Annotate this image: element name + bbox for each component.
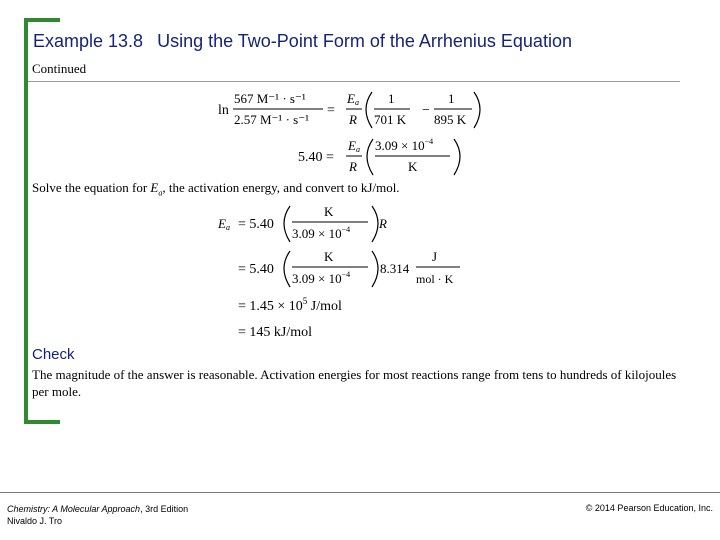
eq3-r: R [379,216,387,231]
eq1-left-paren [366,92,372,128]
eq1-numerator: 567 M⁻¹ · s⁻¹ [234,91,306,106]
eq6: = 145 kJ/mol [238,325,313,340]
eq4-molk: mol · K [416,272,454,286]
footer-book-title: Chemistry: A Molecular Approach [7,504,141,514]
eq3-right-paren [372,206,378,242]
eq4-rval: 8.314 [380,261,410,276]
eq5: = $1.45 \times 10^5$ J/mol [238,296,342,314]
eq2-unit: K [408,159,418,174]
slide-frame-left [24,18,28,424]
eq1-one-a: 1 [388,91,395,106]
eq1-ln: ln [218,103,229,118]
eq3-k: K [324,204,334,219]
eq1-t1: 701 K [374,112,407,127]
eq4-eq: = 5.40 [238,262,274,277]
footer-citation [7,503,188,527]
eq1-r: R [349,112,357,127]
eq4-right-paren [372,251,378,287]
eq1-denominator: 2.57 M⁻¹ · s⁻¹ [234,112,309,127]
continued-label: Continued [32,61,87,76]
slide-frame-top [24,18,60,22]
eq3-coef: $3.09 \times 10^{-4}$ [292,225,351,241]
footer-book-edition: , 3rd Edition [140,504,189,514]
example-title: Using the Two-Point Form of the Arrhenius Equation [157,31,572,51]
footer-author: Nivaldo J. Tro [7,516,63,526]
footer-copyright: © 2014 Pearson Education, Inc. [585,503,713,513]
equation-block-top [210,86,490,178]
check-text: The magnitude of the answer is reasonable. Activation energies for most reactions range from tens to hundreds of kilojoules per mole. [32,367,677,399]
solve-text-after: , the activation energy, and convert to kJ/mol. [162,180,400,195]
eq2-left-paren [367,139,373,175]
eq2-coef: $3.09 \times 10^{-4}$ [375,137,434,153]
eq1-equals: = [327,103,335,118]
solve-var: $E_a$ [150,180,163,198]
eq1-t2: 895 K [434,112,467,127]
footer-divider [0,492,720,493]
equation-block-bottom [214,200,474,344]
solve-text-before: Solve the equation for [32,180,151,195]
check-heading: Check [32,346,75,363]
example-number: Example 13.8 [33,31,144,51]
eq3-eq: = 5.40 [238,217,274,232]
eq2-r: R [349,159,357,174]
eq1-right-paren [474,92,480,128]
eq2-lhs: 5.40 = [298,150,334,165]
eq2-right-paren [454,139,460,175]
solve-instruction [32,180,400,198]
eq4-k: K [324,249,334,264]
eq2-ea: Ea [348,138,360,154]
eq1-ea: Ea [347,91,359,107]
eq1-one-b: 1 [448,91,455,106]
eq1-minus: − [422,103,430,118]
slide-title [33,31,572,52]
eq4-left-paren [284,251,290,287]
slide-frame-bottom [24,420,60,424]
eq3-left-paren [284,206,290,242]
eq4-j: J [432,249,438,264]
eq4-coef: $3.09 \times 10^{-4}$ [292,270,351,286]
eq3-ea: Ea [218,216,230,232]
header-divider [28,81,680,82]
